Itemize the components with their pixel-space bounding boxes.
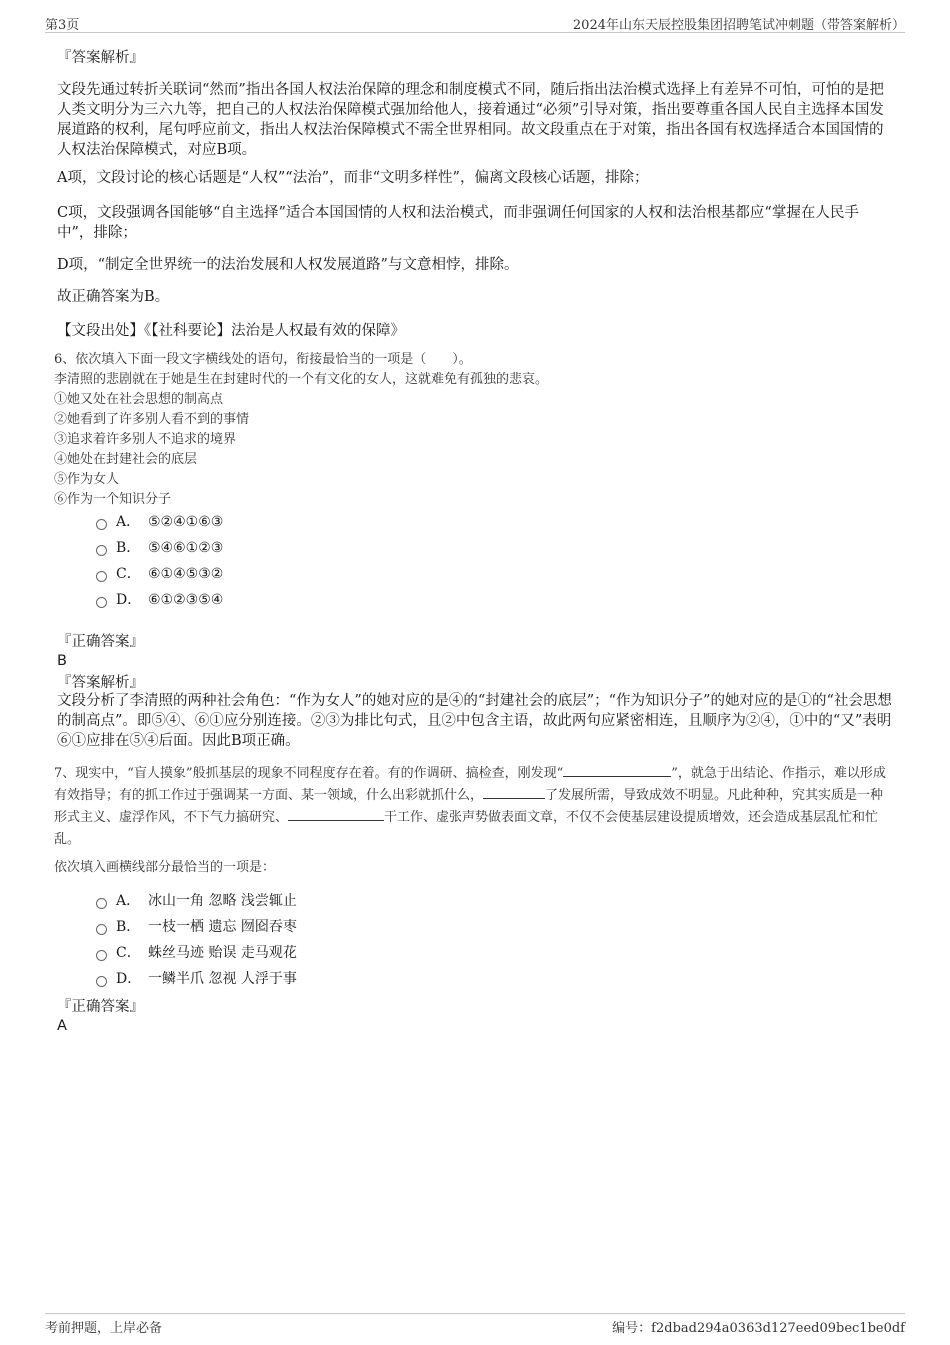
q7-option-b[interactable] [96,917,297,937]
option-label: D． [116,971,142,987]
radio-icon[interactable] [96,976,107,987]
q7-instruction: 依次填入画横线部分最恰当的一项是： [54,860,276,875]
option-text: 一鳞半爪 忽视 人浮于事 [148,971,297,987]
q6-item: ②她看到了许多别人看不到的事情 [54,412,250,427]
radio-icon[interactable] [96,519,107,530]
q7-stem [54,763,895,851]
option-label: A． [116,893,141,909]
option-label: A． [116,514,141,530]
option-text: ⑤②④①⑥③ [148,514,224,530]
q7-option-a[interactable] [96,891,297,911]
footer-id: 编号：f2dbad294a0363d127eed09bec1be0df [612,1321,905,1336]
q7-answer-heading: 『正确答案』 [57,999,144,1015]
option-text: 冰山一角 忽略 浅尝辄止 [148,893,297,909]
q6-option-b[interactable] [96,538,223,558]
q6-option-c[interactable] [96,564,223,584]
q6-passage: 李清照的悲剧就在于她是生在封建时代的一个有文化的女人，这就难免有孤独的悲哀。 [54,372,549,387]
option-text: ⑥①②③⑤④ [148,592,224,608]
q7-option-c[interactable] [96,943,297,963]
q5-source: 【文段出处】《【社科要论】法治是人权最有效的保障》 [57,323,405,339]
q7-stem-part: ”，就急于出结论、作指示，难以形成有效指导；有的抓工作过于强调某一方面、某一领域，什么出彩就抓什么， [54,766,886,803]
option-label: D． [116,592,142,608]
option-label: B． [116,919,141,935]
q6-option-d[interactable] [96,590,223,610]
q7-option-d[interactable] [96,969,297,989]
q6-item: ⑤作为女人 [54,472,120,487]
option-text: 蛛丝马迹 贻误 走马观花 [148,945,297,961]
radio-icon[interactable] [96,545,107,556]
q6-analysis-heading: 『答案解析』 [57,675,144,691]
radio-icon[interactable] [96,571,107,582]
q6-option-a[interactable] [96,512,223,532]
option-label: C． [116,566,141,582]
q6-analysis: 文段分析了李清照的两种社会角色：“作为女人”的她对应的是④的“封建社会的底层”；“作为知识分子”的她对应的是①的“社会思想的制高点”。即⑤④、⑥①应分别连接。②③为排比句式，且②中包含主语，故此两句应紧密相连，且顺序为②④，①中的“又”表明⑥①应排在⑤④后面。因此B项正确。 [57,693,892,749]
q7-blank-2 [483,785,545,799]
q5-option-c-analysis: C项，文段强调各国能够“自主选择”适合本国国情的人权和法治模式，而非强调任何国家的人权和法治根基都应“掌握在人民手中”，排除； [57,205,859,241]
page-header [45,14,905,33]
option-label: B． [116,540,141,556]
q5-option-a-analysis: A项，文段讨论的核心话题是“人权”“法治”，而非“文明多样性”，偏离文段核心话题，排除； [57,170,649,186]
page-number: 第3页 [45,18,80,33]
q7-stem-part: 7、现实中，“盲人摸象”般抓基层的现象不同程度存在着。有的作调研、搞检查，刚发现“ [54,766,564,781]
q7-stem-part: 干工作、虚张声势做表面文章，不仅不会使基层建设提质增效，还会造成基层乱忙和忙乱。 [54,810,879,847]
option-text: ⑥①④⑤③② [148,566,224,582]
q6-stem: 6、依次填入下面一段文字横线处的语句，衔接最恰当的一项是（ ）。 [54,352,472,367]
option-text: 一枝一栖 遗忘 囫囵吞枣 [148,919,297,935]
q7-answer: A [57,1018,67,1034]
page-footer [45,1313,905,1336]
q7-blank-1 [563,763,671,777]
q6-item: ③追求着许多别人不追求的境界 [54,432,237,447]
radio-icon[interactable] [96,924,107,935]
radio-icon[interactable] [96,950,107,961]
q5-analysis-heading: 『答案解析』 [57,50,144,66]
option-label: C． [116,945,141,961]
q6-item: ⑥作为一个知识分子 [54,492,172,507]
q7-stem-part: 了发展所需，导致成效不明显。凡此种种，究其实质是一种形式主义、虚浮作风，不下气力搞研究、 [54,788,884,825]
radio-icon[interactable] [96,898,107,909]
q5-option-d-analysis: D项，“制定全世界统一的法治发展和人权发展道路”与文意相悖，排除。 [57,257,519,273]
footer-slogan: 考前押题，上岸必备 [45,1321,163,1336]
radio-icon[interactable] [96,597,107,608]
q6-answer-heading: 『正确答案』 [57,634,144,650]
q7-blank-3 [288,807,384,821]
q5-analysis-para: 文段先通过转折关联词“然而”指出各国人权法治保障的理念和制度模式不同，随后指出法治模式选择上有差异不可怕，可怕的是把人类文明分为三六九等，把自己的人权法治保障模式强加给他人，接着通过“必须”引导对策，指出要尊重各国人民自主选择本国发展道路的权利，尾句呼应前文，指出人权法治保障模式不需全世界相同。故文段重点在于对策，指出各国有权选择适合本国国情的人权法治保障模式，对应B项。 [57,82,884,158]
q6-item: ④她处在封建社会的底层 [54,452,198,467]
q6-item: ①她又处在社会思想的制高点 [54,392,224,407]
q6-answer: B [57,653,67,669]
document-title: 2024年山东天辰控股集团招聘笔试冲刺题（带答案解析） [572,18,905,33]
q5-conclusion: 故正确答案为B。 [57,289,170,305]
option-text: ⑤④⑥①②③ [148,540,224,556]
